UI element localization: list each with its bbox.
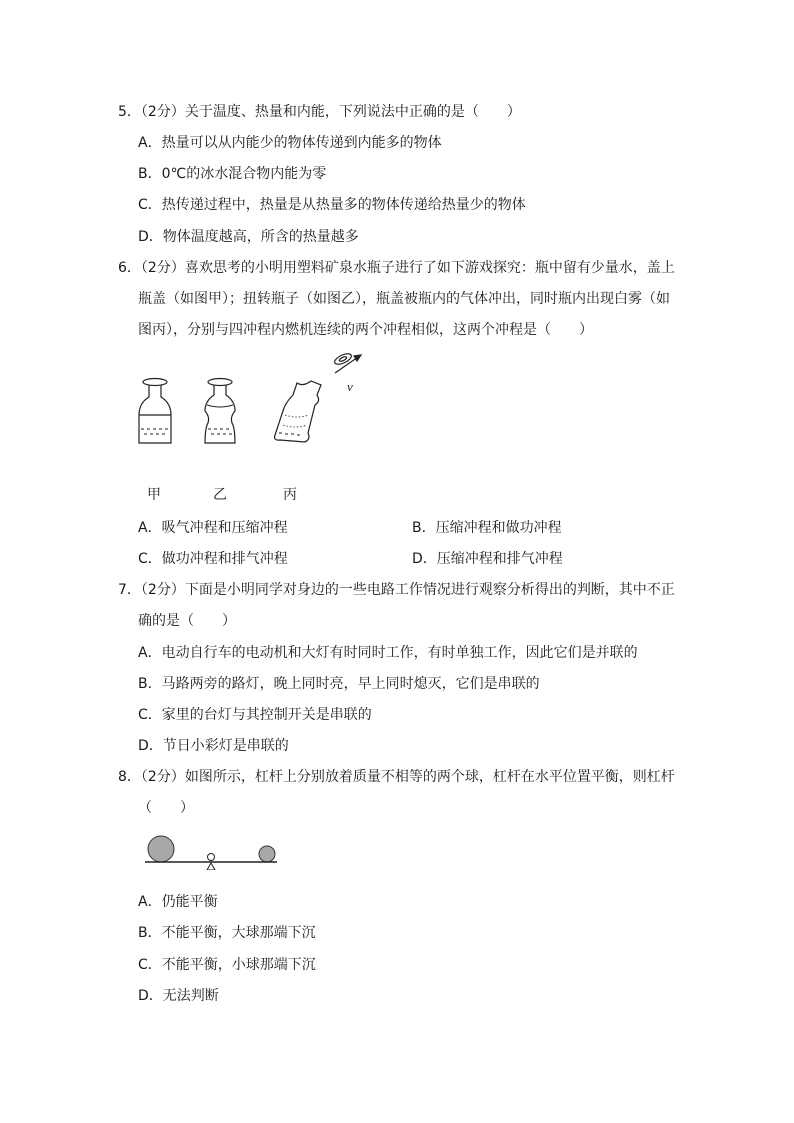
figure-label-jia: 甲	[147, 487, 161, 503]
q8-option-c: C．不能平衡，小球那端下沉	[138, 957, 316, 973]
q6-option-c: C．做功冲程和排气冲程	[138, 551, 288, 567]
large-ball	[148, 836, 174, 862]
q5-option-a: A．热量可以从内能少的物体传递到内能多的物体	[138, 135, 442, 151]
lever-figure	[140, 830, 285, 870]
q7-option-b: B．马路两旁的路灯，晚上同时亮，早上同时熄灭，它们是串联的	[138, 676, 540, 692]
figure-label-yi: 乙	[213, 487, 227, 503]
q5-stem: 5．（2分）关于温度、热量和内能，下列说法中正确的是（ ）	[118, 104, 521, 120]
velocity-label: v	[347, 379, 353, 394]
q8-option-d: D．无法判断	[138, 988, 219, 1004]
bottle-bing-illustration	[275, 352, 361, 442]
q8-option-b: B．不能平衡，大球那端下沉	[138, 925, 316, 941]
fulcrum	[207, 863, 215, 870]
figure-label-bing: 丙	[283, 487, 297, 503]
q7-stem-line2: 确的是（ ）	[138, 613, 236, 629]
q5-option-b: B．0℃的冰水混合物内能为零	[138, 166, 327, 182]
q7-option-c: C．家里的台灯与其控制开关是串联的	[138, 707, 372, 723]
bottle-jia-illustration	[139, 379, 171, 444]
q6-stem-line3: 图丙），分别与四冲程内燃机连续的两个冲程相似，这两个冲程是（ ）	[138, 322, 593, 338]
q6-option-a: A．吸气冲程和压缩冲程	[138, 520, 288, 536]
q5-option-d: D．物体温度越高，所含的热量越多	[138, 229, 359, 245]
q6-option-d: D．压缩冲程和排气冲程	[412, 551, 563, 567]
q7-option-d: D．节日小彩灯是串联的	[138, 738, 289, 754]
q7-option-a: A．电动自行车的电动机和大灯有时同时工作，有时单独工作，因此它们是并联的	[138, 645, 638, 661]
q6-stem-line1: 6．（2分）喜欢思考的小明用塑料矿泉水瓶子进行了如下游戏探究：瓶中留有少量水，盖上	[118, 260, 675, 276]
q5-option-c: C．热传递过程中，热量是从热量多的物体传递给热量少的物体	[138, 197, 526, 213]
q8-stem-line1: 8．（2分）如图所示，杠杆上分别放着质量不相等的两个球，杠杆在水平位置平衡，则杠杆	[118, 769, 675, 785]
q6-stem-line2: 瓶盖（如图甲）；扭转瓶子（如图乙），瓶盖被瓶内的气体冲出，同时瓶内出现白雾（如	[138, 291, 670, 307]
pivot-pin	[208, 854, 215, 861]
small-ball	[259, 846, 275, 862]
bottle-experiment-figure	[125, 345, 385, 475]
q8-option-a: A．仍能平衡	[138, 894, 218, 910]
q6-option-b: B．压缩冲程和做功冲程	[412, 520, 562, 536]
q7-stem-line1: 7．（2分）下面是小明同学对身边的一些电路工作情况进行观察分析得出的判断，其中不正	[118, 582, 675, 598]
bottle-yi-illustration	[205, 379, 235, 444]
q8-stem-line2: （ ）	[138, 800, 194, 816]
